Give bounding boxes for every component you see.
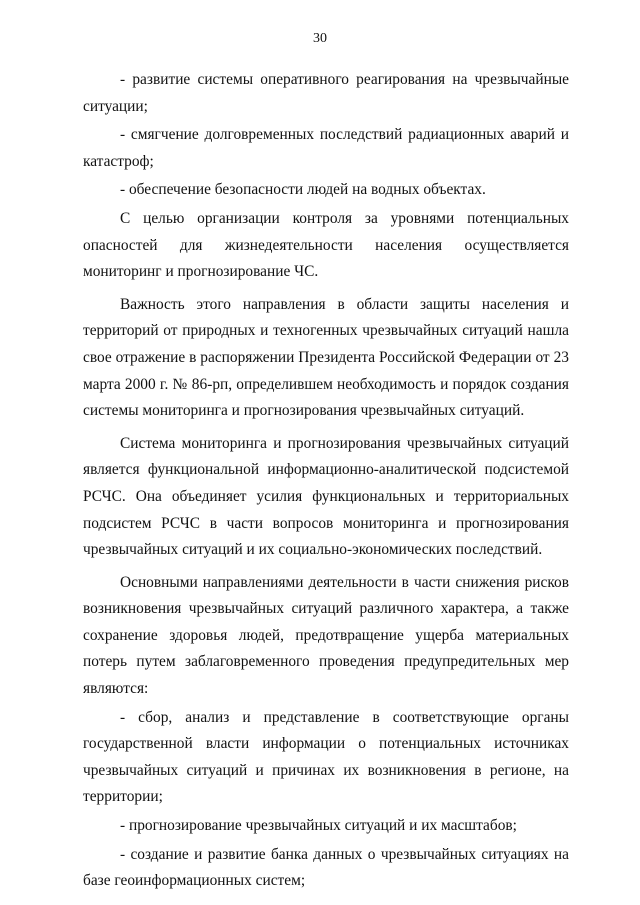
list-item-database: - создание и развитие банка данных о чрезвычайных ситуациях на базе геоинформационных систем; — [83, 845, 569, 890]
list-item-response-system: - развитие системы оперативного реагирования на чрезвычайные ситуации; — [83, 71, 569, 115]
list-item-water-safety: - обеспечение безопасности людей на водных объектах. — [120, 181, 486, 199]
paragraph-rschs-subsystem: Система мониторинга и прогнозирования чрезвычайных ситуаций является функциональной информационно-аналитической подсистемой РСЧС. Она объединяет усилия функциональных и территориальных подсистем РСЧС в части вопросов мониторинга и прогнозирования чрезвычайных ситуаций и их социально-экономических последствий. — [83, 434, 569, 559]
document-body — [83, 67, 569, 895]
paragraph-monitoring-purpose: С целью организации контроля за уровнями потенциальных опасностей для жизнедеятельности населения осуществляется мониторинг и прогнозирование ЧС. — [83, 209, 569, 281]
list-item-radiation-consequences: - смягчение долговременных последствий радиационных аварий и катастроф; — [83, 126, 569, 170]
list-item-forecasting: - прогнозирование чрезвычайных ситуаций и их масштабов; — [120, 817, 517, 835]
paragraph-main-directions: Основными направлениями деятельности в части снижения рисков возникновения чрезвычайных ситуаций различного характера, а также сохранение здоровья людей, предотвращение ущерба материальных потерь путем заблаговременного проведения предупредительных мер являются: — [83, 573, 569, 698]
list-item-information-collection: - сбор, анализ и представление в соответствующие органы государственной власти информации о потенциальных источниках чрезвычайных ситуаций и причинах их возникновения в регионе, на территории; — [83, 708, 569, 806]
page-number: 30 — [313, 31, 327, 46]
paragraph-presidential-order: Важность этого направления в области защиты населения и территорий от природных и техногенных чрезвычайных ситуаций нашла свое отражение в распоряжении Президента Российской Федерации от 23 марта 2000 г. № 86-рп, определившем необходимость и порядок создания системы мониторинга и прогнозирования чрезвычайных ситуаций. — [83, 295, 569, 420]
